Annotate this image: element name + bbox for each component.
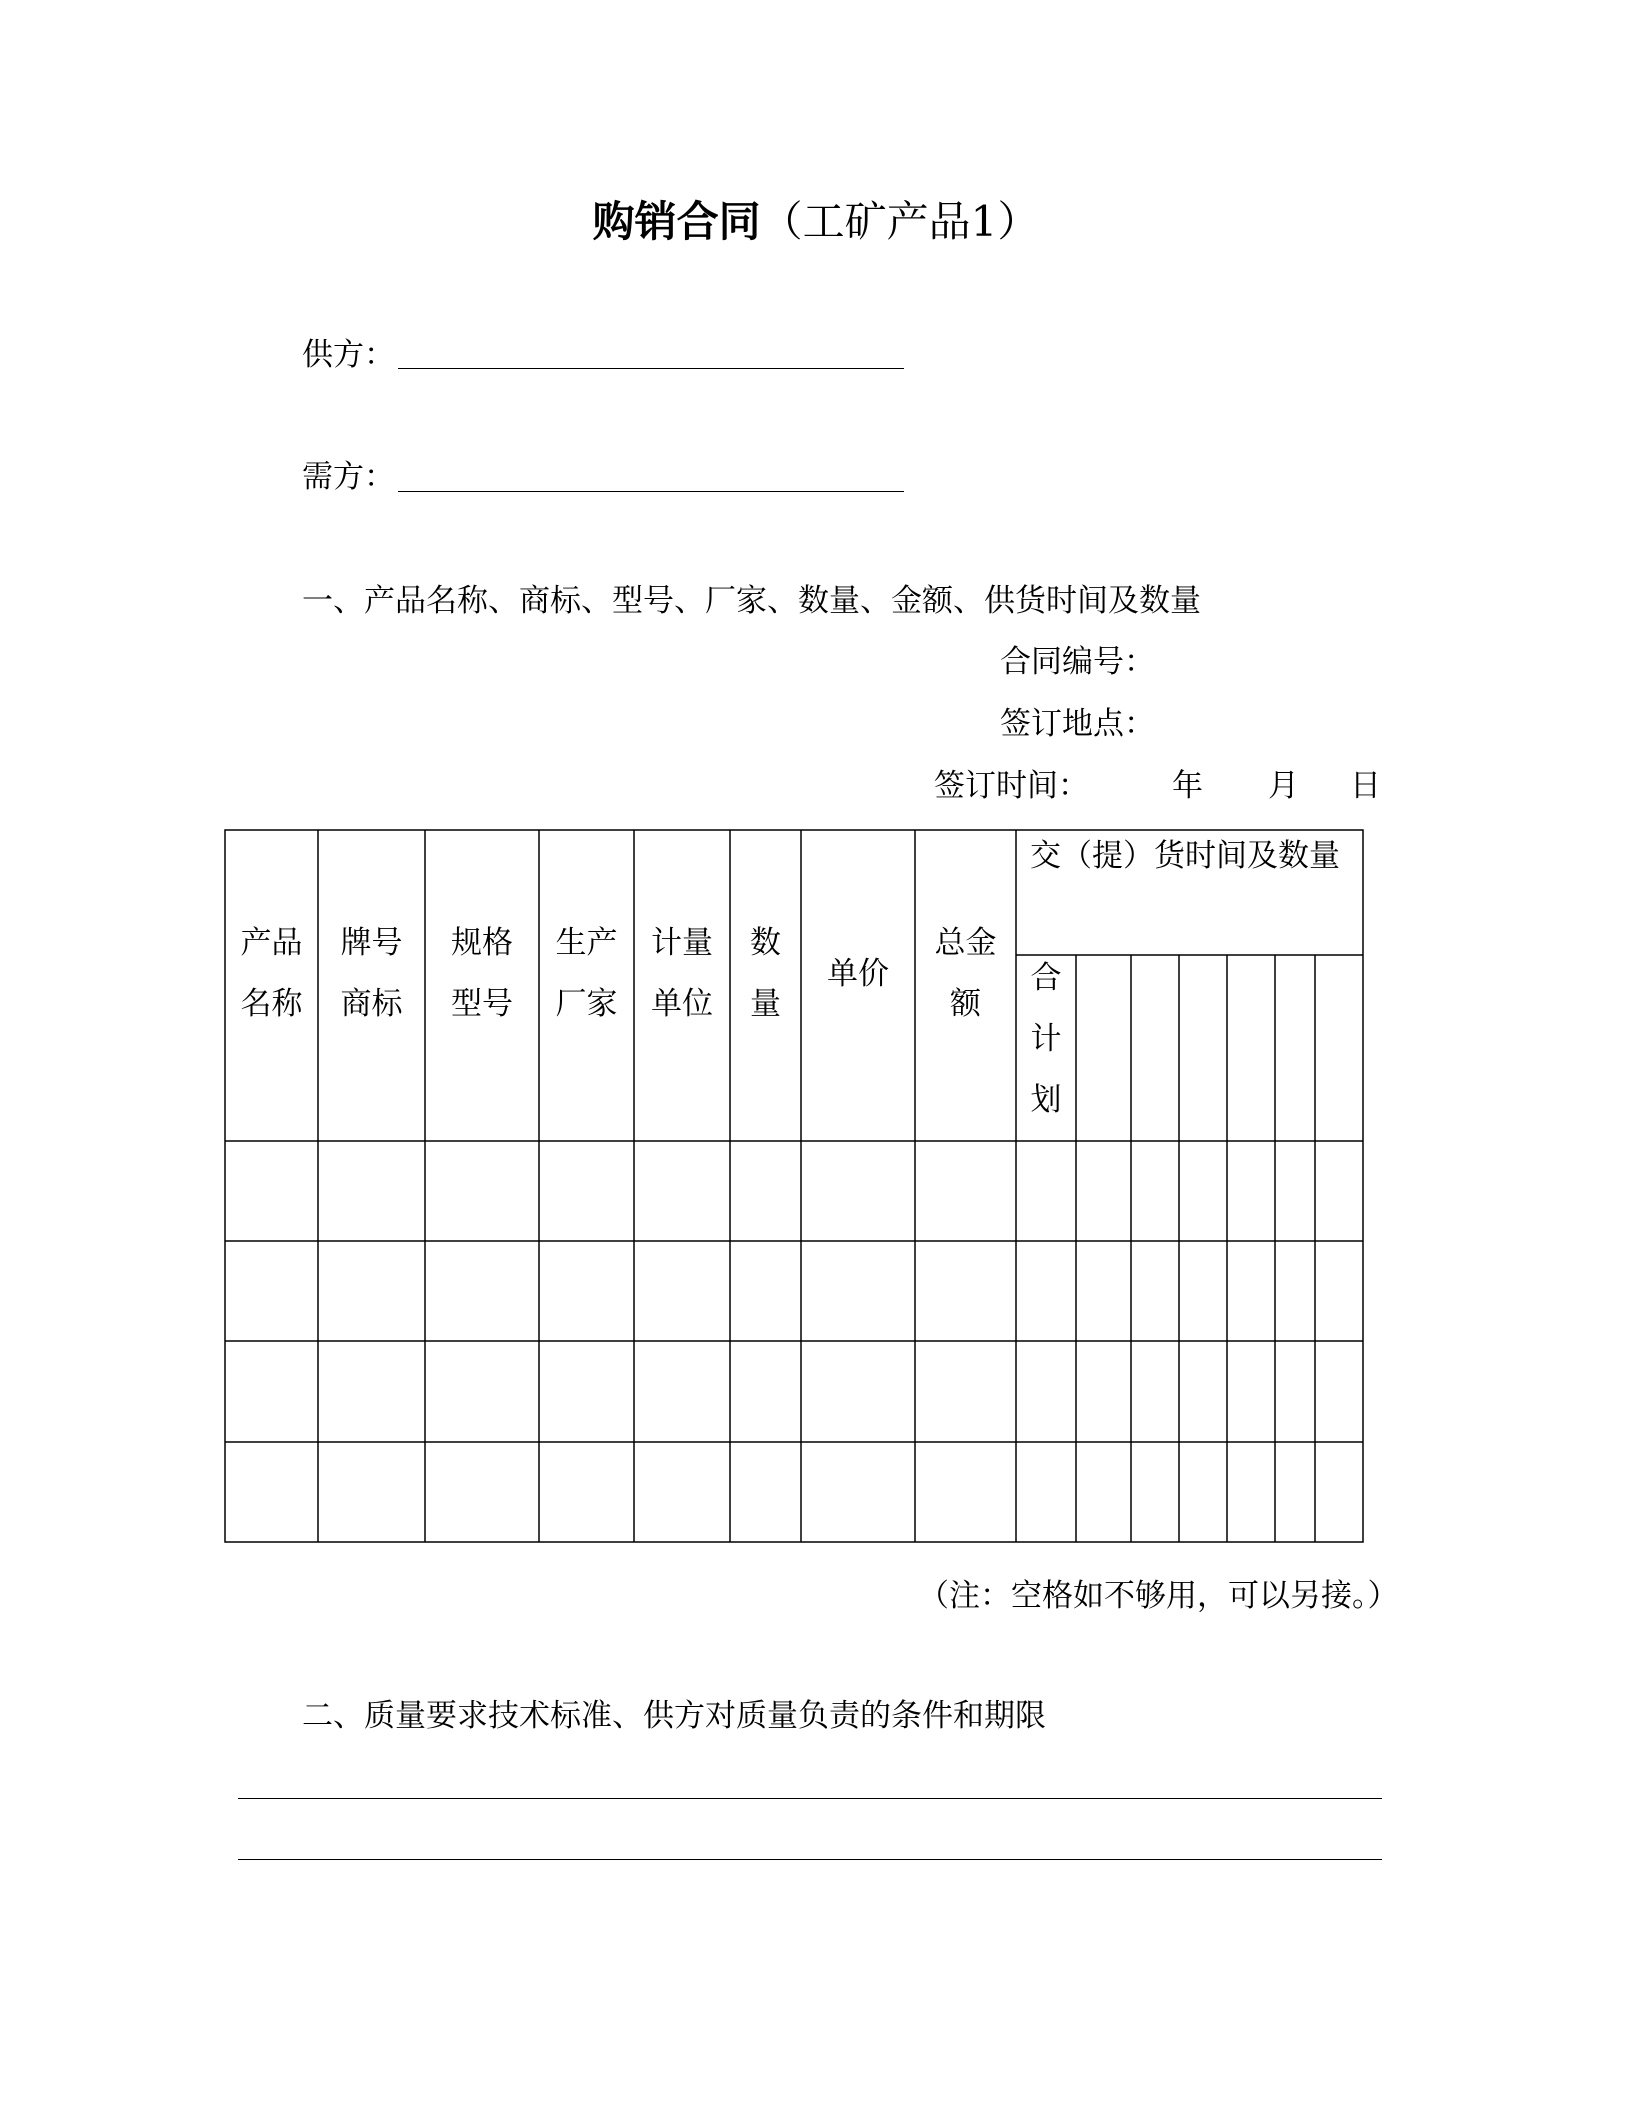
header-spec: 规格 型号 [451,925,513,1022]
section2-blank-line-2[interactable] [238,1859,1382,1860]
header-unit: 计量 单位 [651,925,713,1022]
supplier-label: 供方： [302,337,395,373]
header-maker: 生产 厂家 [555,925,618,1022]
header-total: 总金 额 [934,925,997,1022]
contract-no-label: 合同编号： [1000,644,1155,680]
sign-year: 年 [1172,768,1203,804]
header-product-name: 产品 名称 [240,925,303,1022]
header-quantity: 数 量 [750,925,781,1022]
sign-place-label: 签订地点： [1000,706,1155,742]
header-delivery: 交（提）货时间及数量 [1030,838,1340,874]
section2-heading: 二、质量要求技术标准、供方对质量负责的条件和期限 [302,1698,1046,1734]
title-sub: （工矿产品1） [760,197,1040,246]
title-main: 购销合同 [592,197,761,246]
header-plan-total: 合 计 划 [1030,960,1062,1118]
buyer-label: 需方： [302,459,395,495]
section2-blank-line-1[interactable] [238,1798,1382,1799]
section1-heading: 一、产品名称、商标、型号、厂家、数量、金额、供货时间及数量 [302,583,1201,619]
sign-time-label: 签订时间： [934,768,1089,804]
sign-day: 日 [1350,768,1381,804]
table-note: （注：空格如不够用，可以另接。） [918,1578,1399,1614]
sign-month: 月 [1268,768,1299,804]
header-price: 单价 [827,956,889,992]
header-brand: 牌号 商标 [340,925,403,1022]
